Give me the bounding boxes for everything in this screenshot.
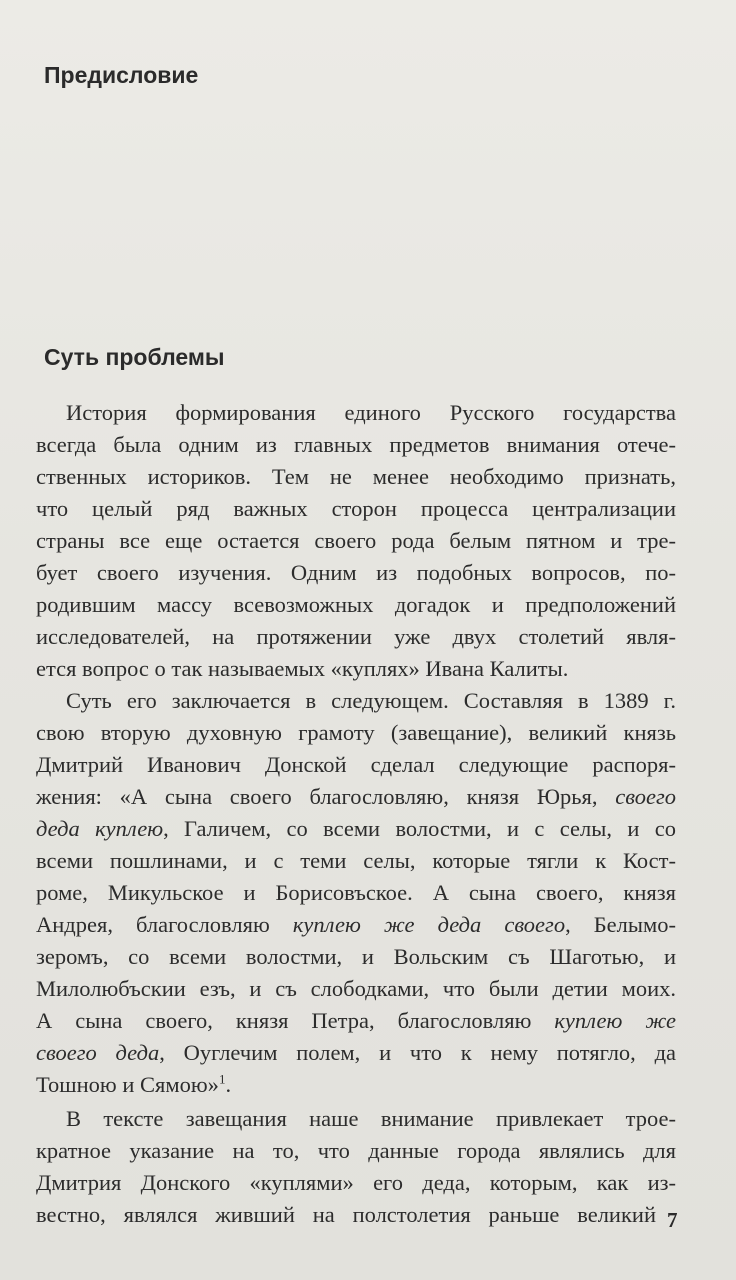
text-line: [36, 1070, 676, 1100]
chapter-heading: Предисловие: [44, 62, 199, 88]
text-line: История формирования единого Русского государства: [66, 400, 676, 425]
text-line: бует своего изучения. Одним из подобных вопросов, по-: [36, 560, 676, 585]
text-line: [36, 782, 676, 812]
text-line: В тексте завещания наше внимание привлекает трое-: [66, 1106, 676, 1131]
text-line: всеми пошлинами, и с теми селы, которые тягли к Кост-: [36, 848, 676, 873]
italic-segment: куплею же: [554, 1008, 676, 1033]
text-line: свою вторую духовную грамоту (завещание), великий князь: [36, 720, 676, 745]
text-segment: , Оуглечим полем, и что к нему потягло, да: [159, 1040, 677, 1065]
text-line: ственных историков. Тем не менее необходимо признать,: [36, 464, 676, 489]
text-line: страны все еще остается своего рода белым пятном и тре-: [36, 528, 676, 553]
text-line: ется вопрос о так называемых «куплях» Ивана Калиты.: [36, 656, 569, 681]
text-line: кратное указание на то, что данные города являлись для: [36, 1138, 676, 1163]
text-line: роме, Микульское и Борисовъское. А сына своего, князя: [36, 880, 676, 905]
text-line: зеромъ, со всеми волостми, и Вольским съ Шаготью, и: [36, 944, 676, 969]
text-segment: , Белымо-: [565, 912, 676, 937]
section-heading: Суть проблемы: [44, 344, 225, 370]
italic-segment: своего: [615, 784, 676, 809]
italic-segment: куплею же деда своего: [292, 912, 566, 937]
text-line: [36, 1038, 676, 1068]
text-line: [36, 814, 676, 844]
text-line: Суть его заключается в следующем. Составляя в 1389 г.: [66, 688, 676, 713]
text-segment: Тошною и Сямою»: [36, 1072, 219, 1097]
page-number: 7: [667, 1208, 678, 1232]
text-line: родившим массу всевозможных догадок и предположений: [36, 592, 676, 617]
text-segment: Андрея, благословляю: [36, 912, 293, 937]
text-segment: А сына своего, князя Петра, благословляю: [36, 1008, 555, 1033]
text-line: [36, 1006, 676, 1036]
text-line: Дмитрий Иванович Донской сделал следующие распоря-: [36, 752, 676, 777]
text-segment: , Галичем, со всеми волостми, и с селы, и со: [163, 816, 676, 841]
text-line: Дмитрия Донского «куплями» его деда, которым, как из-: [36, 1170, 676, 1195]
text-line: исследователей, на протяжении уже двух столетий явля-: [36, 624, 676, 649]
text-line: вестно, являлся живший на полстолетия раньше великий: [36, 1202, 656, 1227]
text-segment: жения: «А сына своего благословляю, князя Юрья,: [36, 784, 616, 809]
italic-segment: своего деда: [36, 1040, 160, 1065]
text-line: что целый ряд важных сторон процесса централизации: [36, 496, 676, 521]
text-line: всегда была одним из главных предметов внимания отече-: [36, 432, 676, 457]
italic-segment: деда куплею: [36, 816, 164, 841]
text-line: Милолюбъскии езъ, и съ слободками, что были детии моих.: [36, 976, 676, 1001]
text-line: [36, 910, 676, 940]
text-segment: .: [225, 1072, 232, 1097]
footnote-mark: 1: [218, 1071, 226, 1087]
